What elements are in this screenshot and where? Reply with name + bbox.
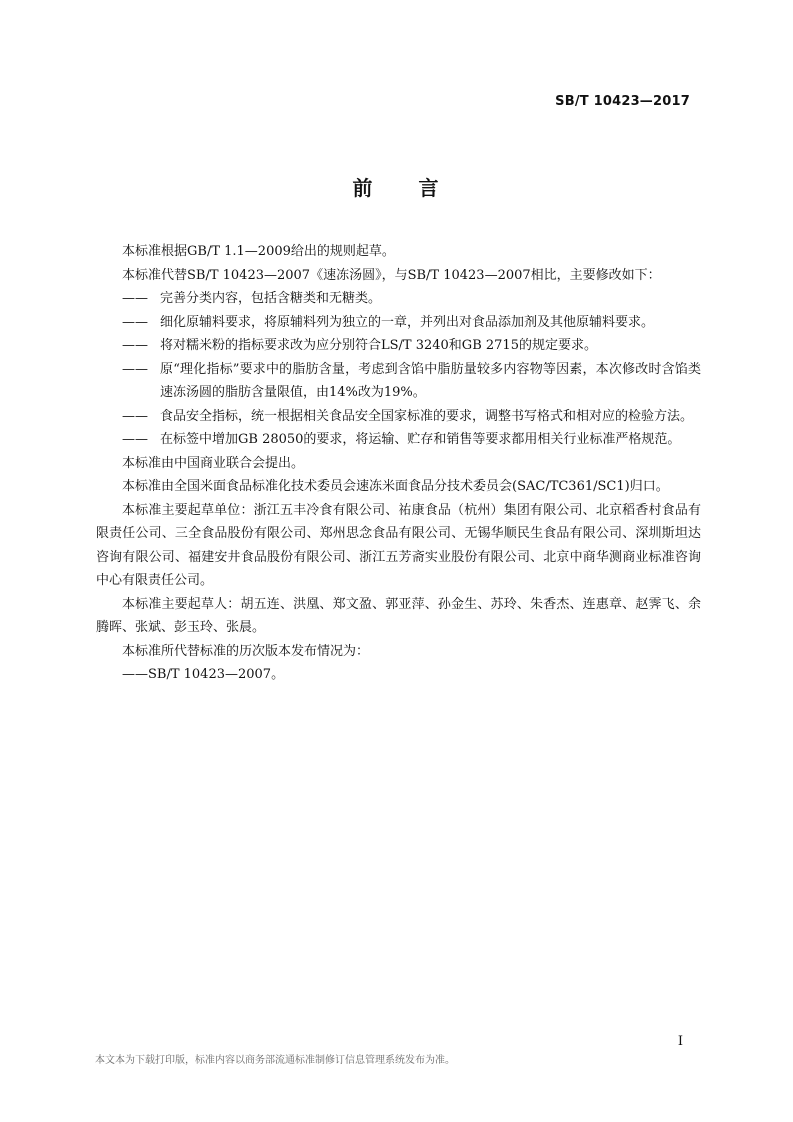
paragraph-drafters: 本标准主要起草人：胡五连、洪凰、郑文盈、郭亚萍、孙金生、苏玲、朱香杰、连惠章、赵霁飞、余腾晖、张斌、彭玉玲、张晨。	[96, 596, 701, 635]
footer-note: 本文本为下载打印版，标准内容以商务部流通标准制修订信息管理系统发布为准。	[95, 1055, 455, 1066]
change-text: 细化原辅料要求，将原辅料列为独立的一章，并列出对食品添加剂及其他原辅料要求。	[160, 314, 655, 330]
paragraph-drafting-units: 本标准主要起草单位：浙江五丰冷食有限公司、祐康食品（杭州）集团有限公司、北京稻香村食品有限责任公司、三全食品股份有限公司、郑州思念食品有限公司、无锡华顺民生食品有限公司、深圳斯坦达咨询有限公司、福建安井食品股份有限公司、浙江五芳斋实业股份有限公司、北京中商华测商业标准咨询中心有限责任公司。	[96, 502, 701, 588]
change-text: 食品安全指标，统一根据相关食品安全国家标准的要求，调整书写格式和相对应的检验方法。	[160, 408, 694, 424]
dash-marker: ——	[122, 314, 148, 330]
title-char-1: 前	[352, 176, 375, 200]
change-item	[96, 334, 701, 358]
change-item	[96, 358, 701, 405]
paragraph-centralized: 本标准由全国米面食品标准化技术委员会速冻米面食品分技术委员会(SAC/TC361/SC1)归口。	[122, 479, 669, 494]
dash-marker: ——	[122, 361, 148, 377]
change-item	[96, 405, 701, 429]
paragraph-drafting-rules: 本标准根据GB/T 1.1—2009给出的规则起草。	[122, 244, 395, 259]
paragraph-previous-version: ——SB/T 10423—2007。	[122, 667, 285, 682]
change-text: 完善分类内容，包括含糖类和无糖类。	[160, 291, 382, 306]
page-title	[0, 172, 793, 201]
standard-code: SB/T 10423—2017	[555, 94, 690, 109]
dash-marker: ——	[122, 338, 148, 353]
paragraph-history: 本标准所代替标准的历次版本发布情况为：	[122, 643, 370, 659]
change-item	[96, 311, 701, 335]
change-text: 原“理化指标”要求中的脂肪含量，考虑到含馅中脂肪量较多内容物等因素，本次修改时含馅类速冻汤圆的脂肪含量限值，由14%改为19%。	[160, 361, 701, 400]
dash-marker: ——	[122, 408, 148, 424]
paragraph-replaces: 本标准代替SB/T 10423—2007《速冻汤圆》，与SB/T 10423—2007相比，主要修改如下：	[122, 267, 661, 283]
change-text: 在标签中增加GB 28050的要求，将运输、贮存和销售等要求都用相关行业标准严格规范。	[160, 432, 681, 447]
change-item	[96, 428, 701, 452]
page-number: I	[677, 1034, 683, 1049]
change-text: 将对糯米粉的指标要求改为应分别符合LS/T 3240和GB 2715的规定要求。	[160, 338, 597, 353]
change-item	[96, 287, 701, 311]
foreword-body	[96, 240, 701, 687]
dash-marker: ——	[122, 291, 148, 306]
title-char-2: 言	[418, 176, 441, 200]
paragraph-proposer: 本标准由中国商业联合会提出。	[122, 455, 305, 471]
dash-marker: ——	[122, 432, 148, 447]
